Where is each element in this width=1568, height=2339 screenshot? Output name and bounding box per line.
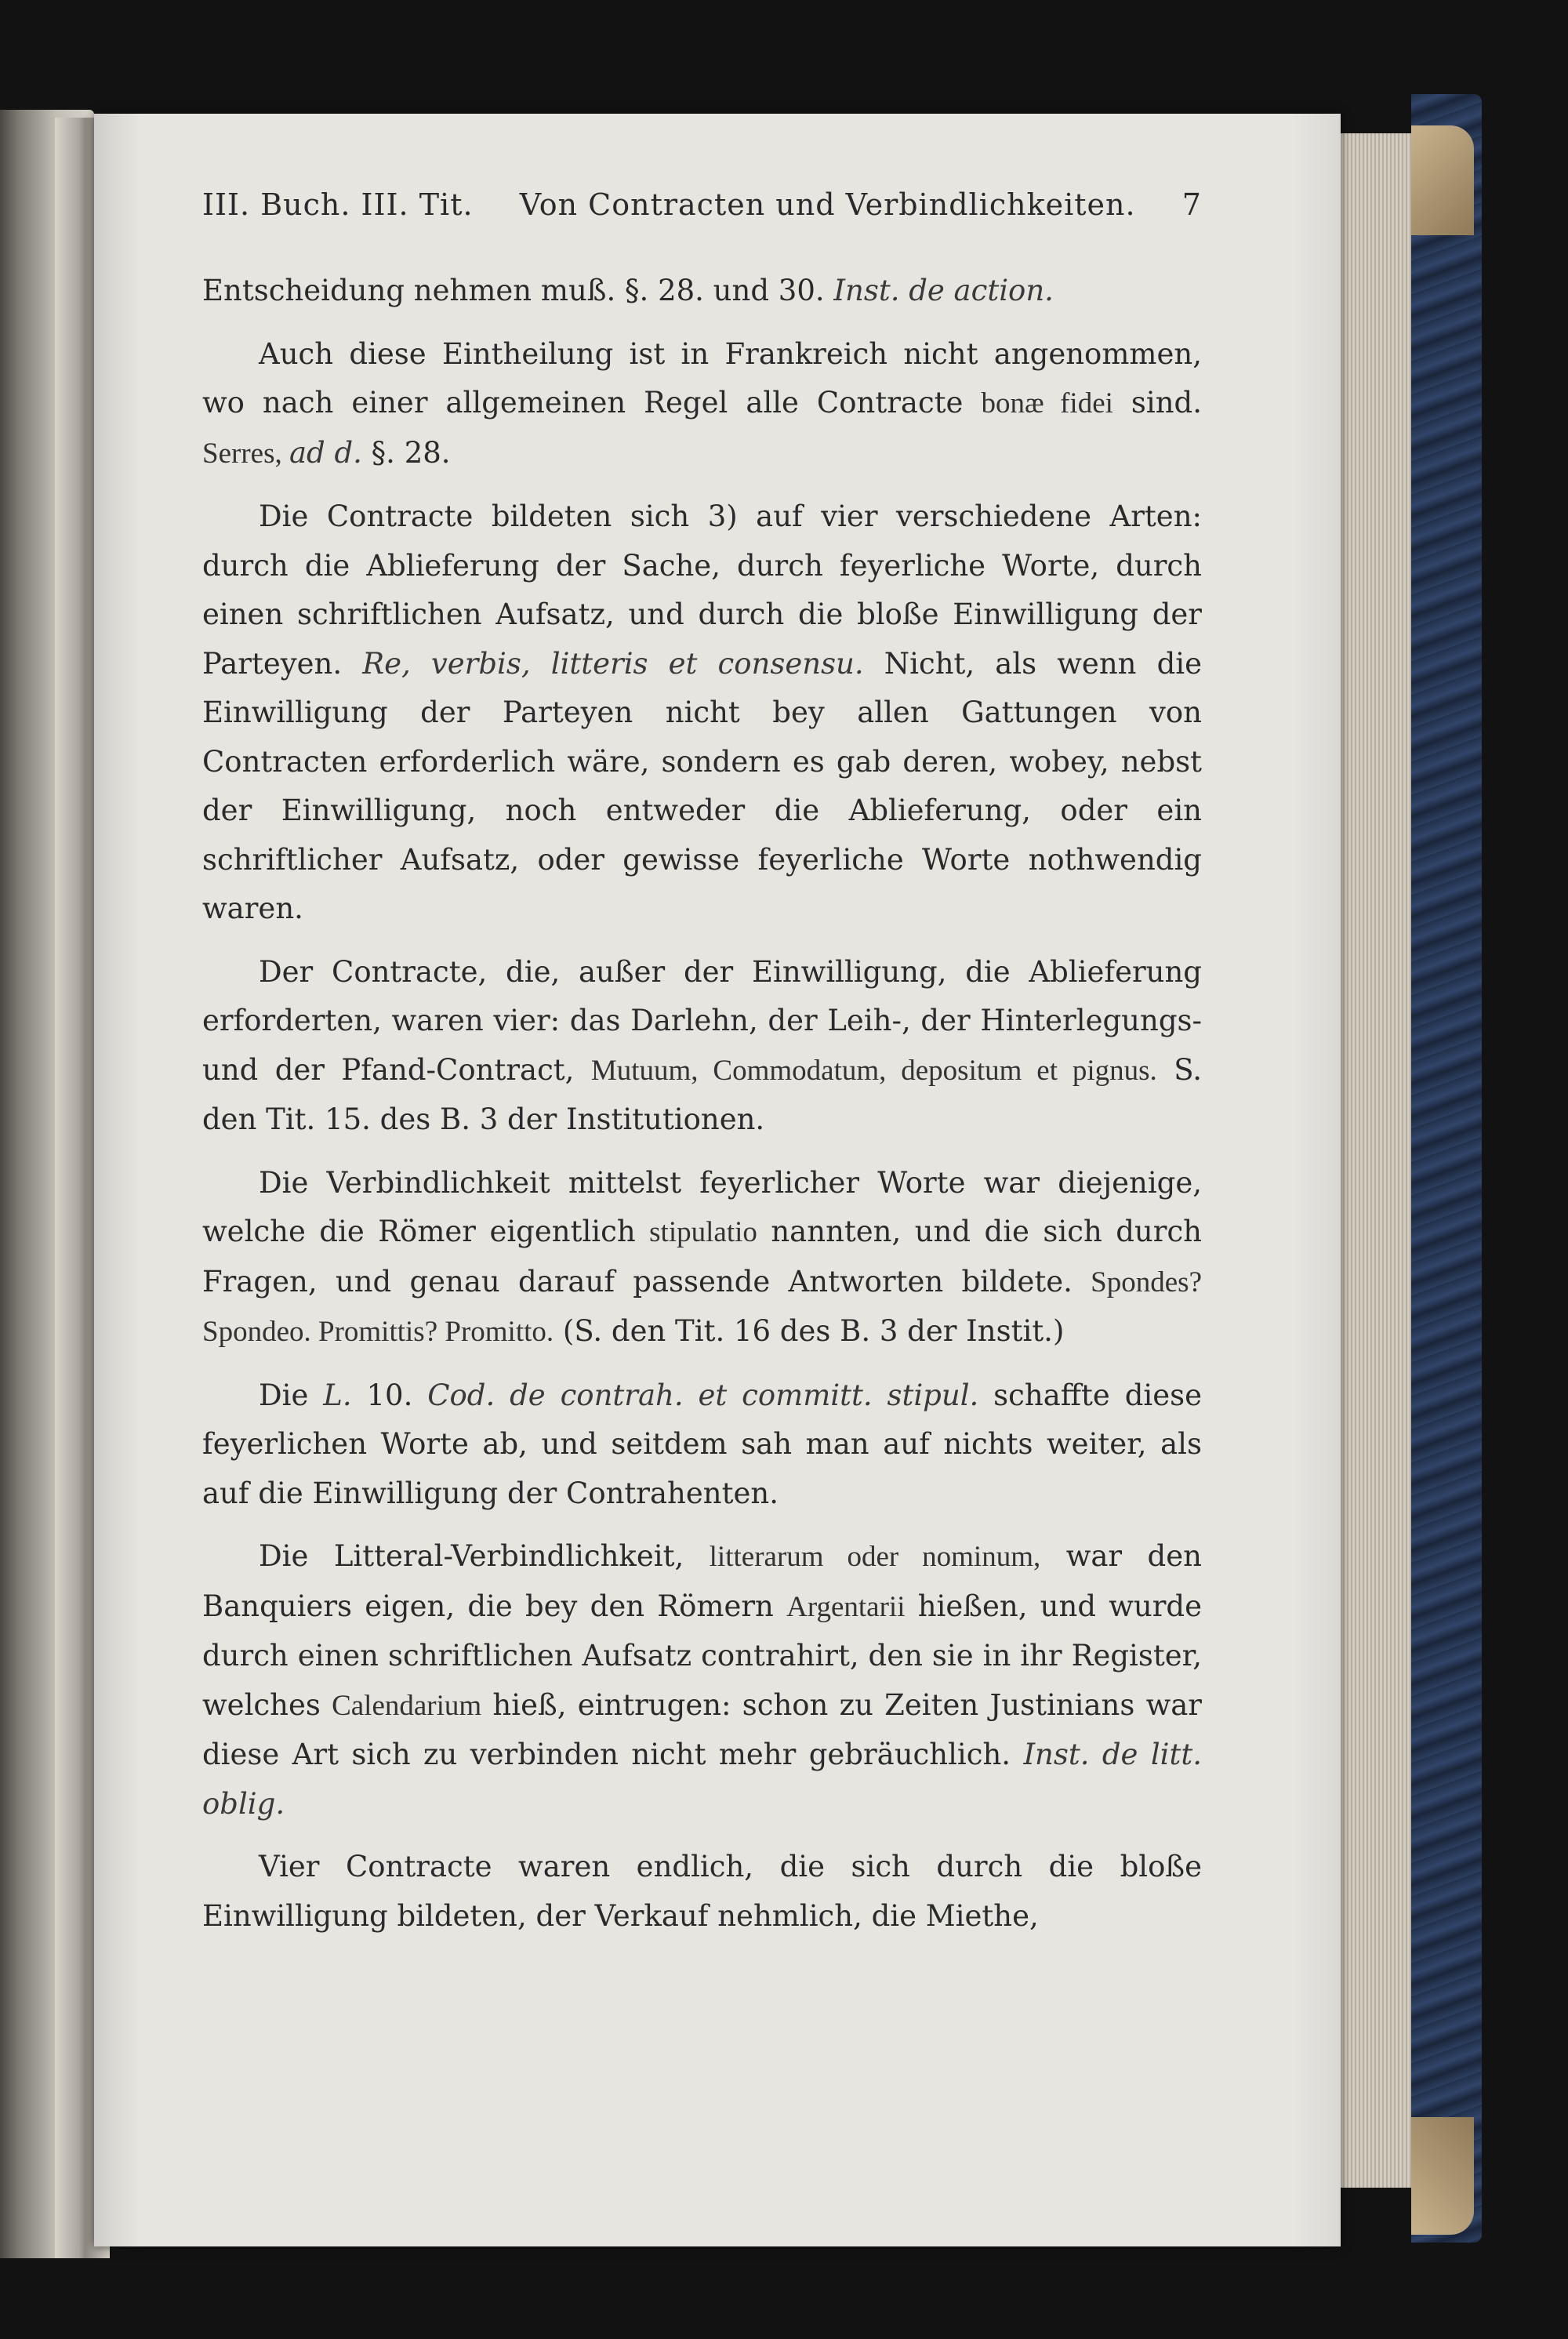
text-run: Der Contracte, die, außer der Einwilligung, die Ablieferung erforderten, waren vier: das Darlehn, der Leih-, der Hinterlegungs- und der Pfand-Contract, (202, 954, 1202, 1087)
latin-citation: L. (323, 1378, 352, 1412)
cover-corner-bottom (1411, 2117, 1474, 2235)
latin-term: Calendarium (332, 1689, 482, 1722)
book-cover-marbled (1411, 94, 1482, 2243)
latin-term: Mutuum, Commodatum, depositum et pignus. (590, 1054, 1157, 1087)
latin-term: Argentarii (786, 1590, 906, 1623)
cover-corner-top (1411, 125, 1474, 235)
paragraph (202, 1371, 1202, 1519)
latin-term: stipulatio (649, 1216, 757, 1248)
latin-citation: Re, verbis, litteris et consensu. (362, 646, 864, 681)
text-run: sind. (1112, 386, 1203, 419)
text-run: Vier Contracte waren endlich, die sich durch die bloße Einwilligung bildeten, der Verkauf nehmlich, die Miethe, (202, 1850, 1202, 1933)
text-run: Die Litteral-Verbindlichkeit, (259, 1539, 710, 1573)
text-run: Die Verbindlichkeit mittelst feyerlicher Worte war diejenige, welche die Römer eigentlich (202, 1165, 1202, 1248)
latin-citation: Inst. de action. (833, 274, 1054, 307)
paragraph (202, 330, 1202, 479)
latin-citation: ad d. (289, 435, 362, 470)
latin-term: litterarum oder nominum, (709, 1541, 1041, 1573)
text-run: 10. (351, 1378, 428, 1412)
text-run: hießen, und wurde durch einen schriftlichen Aufsatz contrahirt, den sie in ihr Register, welches (202, 1589, 1202, 1722)
text-run: S. den Tit. 15. des B. 3 der Institutionen. (202, 1052, 1202, 1136)
header-book-title: III. Buch. III. Tit. (202, 187, 474, 222)
text-run: Die (259, 1378, 324, 1412)
latin-term: Spondes? Spondeo. Promittis? Promitto. (202, 1266, 1202, 1348)
text-run: hieß, eintrugen: schon zu Zeiten Justinians war diese Art sich zu verbinden nicht mehr gebräuchlich. (202, 1687, 1202, 1771)
body-text (202, 267, 1202, 1941)
text-run: war den Banquiers eigen, die bey den Römern (202, 1539, 1202, 1623)
paragraph (202, 948, 1202, 1145)
text-run: §. 28. (361, 435, 451, 470)
text-run: Die Contracte bildeten sich 3) auf vier verschiedene Arten: durch die Ablieferung der Sache, durch feyerliche Worte, durch einen schriftlichen Aufsatz, und durch die bloße Einwilligung der Parteyen. (202, 499, 1202, 681)
text-run: (S. den Tit. 16 des B. 3 der Instit.) (554, 1314, 1065, 1348)
text-run: Entscheidung nehmen muß. §. 28. und 30. (202, 274, 834, 307)
text-run: nannten, und die sich durch Fragen, und genau darauf passende Antworten bildete. (202, 1215, 1202, 1298)
header-chapter-title: Von Contracten und Verbindlichkeiten. (519, 187, 1136, 222)
paragraph (202, 1532, 1202, 1829)
text-run: Nicht, als wenn die Einwilligung der Parteyen nicht bey allen Gattungen von Contracten erforderlich wäre, sondern es gab deren, wobey, nebst der Einwilligung, noch entweder die Ablieferung, oder ein schriftlicher Aufsatz, oder gewisse feyerliche Worte nothwendig waren. (202, 646, 1202, 925)
latin-citation: Inst. de litt. oblig. (202, 1738, 1202, 1821)
text-run: Auch diese Eintheilung ist in Frankreich nicht angenommen, wo nach einer allgemeinen Regel alle Contracte (202, 336, 1202, 419)
page-text (202, 180, 1202, 1955)
text-run: schaffte diese feyerlichen Worte ab, und seitdem sah man auf nichts weiter, als auf die Einwilligung der Contrahenten. (202, 1378, 1202, 1510)
page-number: 7 (1181, 187, 1202, 222)
paragraph (202, 1159, 1202, 1357)
latin-term: Serres, (202, 437, 289, 470)
paragraph (202, 267, 1202, 316)
paragraph (202, 1843, 1202, 1941)
running-header (202, 180, 1202, 235)
latin-citation: Cod. de contrah. et committ. stipul. (427, 1378, 979, 1412)
paragraph (202, 492, 1202, 934)
latin-term: bonæ fidei (981, 387, 1113, 419)
